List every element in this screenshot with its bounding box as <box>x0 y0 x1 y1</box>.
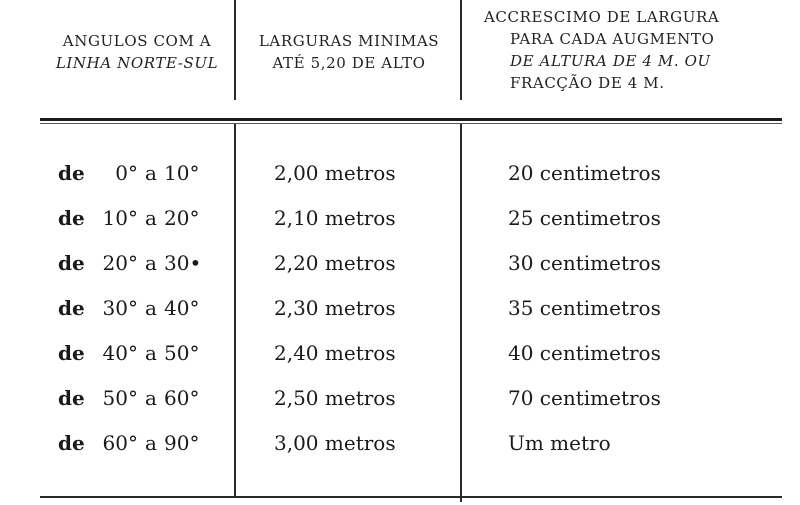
min-width-cell: 2,30 metros <box>274 296 396 320</box>
range-sep: a <box>145 296 157 320</box>
header-angles-line1: ANGULOS COM A <box>62 32 212 50</box>
angle-range-cell <box>58 331 208 376</box>
range-to: 40° <box>164 296 200 320</box>
header-increase-line2: PARA CADA AUGMENTO <box>510 30 715 48</box>
min-width-cell: 2,20 metros <box>274 251 396 275</box>
header-angles-line2: LINHA NORTE-SUL <box>55 54 219 72</box>
header-increase-line3: DE ALTURA DE 4 M. OU <box>510 52 711 70</box>
range-sep: a <box>145 161 157 185</box>
angle-range-cell <box>58 241 208 286</box>
header-rule <box>40 118 782 121</box>
increase-cell: 25 centimetros <box>508 206 661 230</box>
table-row <box>0 151 800 196</box>
min-width-cell: 2,40 metros <box>274 341 396 365</box>
column-divider-2-header <box>460 0 462 100</box>
range-prefix: de <box>58 206 85 230</box>
range-from: 20° <box>102 251 138 275</box>
range-to: 10° <box>164 161 200 185</box>
min-width-cell: 2,50 metros <box>274 386 396 410</box>
header-min-widths-line2: ATÉ 5,20 DE ALTO <box>272 54 426 72</box>
table-row <box>0 331 800 376</box>
angle-range-cell <box>58 421 208 466</box>
header-min-widths-line1: LARGURAS MINIMAS <box>258 32 440 50</box>
min-width-cell: 2,00 metros <box>274 161 396 185</box>
header-angles <box>40 30 234 74</box>
range-from: 60° <box>102 431 138 455</box>
range-sep: a <box>145 251 157 275</box>
range-to: 20° <box>164 206 200 230</box>
table-row <box>0 376 800 421</box>
header-increase-line1: ACCRESCIMO DE LARGURA <box>484 8 720 26</box>
range-to: 60° <box>164 386 200 410</box>
angle-range-cell <box>58 286 208 331</box>
range-to: 90° <box>164 431 200 455</box>
table-row <box>0 286 800 331</box>
table-row <box>0 196 800 241</box>
header-rule-fine <box>40 123 782 124</box>
increase-cell: Um metro <box>508 431 611 455</box>
increase-cell: 40 centimetros <box>508 341 661 365</box>
range-prefix: de <box>58 386 85 410</box>
range-sep: a <box>145 431 157 455</box>
increase-cell: 35 centimetros <box>508 296 661 320</box>
range-sep: a <box>145 341 157 365</box>
range-to: 50° <box>164 341 200 365</box>
range-from: 50° <box>102 386 138 410</box>
range-prefix: de <box>58 161 85 185</box>
angle-range-cell <box>58 196 208 241</box>
range-from: 30° <box>102 296 138 320</box>
header-width-increase <box>466 6 796 94</box>
range-prefix: de <box>58 251 85 275</box>
header-increase-line4: FRACÇÃO DE 4 M. <box>510 74 665 92</box>
range-prefix: de <box>58 296 85 320</box>
table-row <box>0 241 800 286</box>
bottom-rule <box>40 496 782 498</box>
range-sep: a <box>145 386 157 410</box>
min-width-cell: 2,10 metros <box>274 206 396 230</box>
range-from: 40° <box>102 341 138 365</box>
range-sep: a <box>145 206 157 230</box>
increase-cell: 30 centimetros <box>508 251 661 275</box>
range-to: 30• <box>164 251 202 275</box>
table-row <box>0 421 800 466</box>
min-width-cell: 3,00 metros <box>274 431 396 455</box>
range-from: 10° <box>102 206 138 230</box>
header-min-widths <box>238 30 460 74</box>
range-prefix: de <box>58 431 85 455</box>
increase-cell: 20 centimetros <box>508 161 661 185</box>
range-prefix: de <box>58 341 85 365</box>
range-from: 0° <box>115 161 138 185</box>
increase-cell: 70 centimetros <box>508 386 661 410</box>
column-divider-1-header <box>234 0 236 100</box>
angle-range-cell <box>58 151 208 196</box>
angle-range-cell <box>58 376 208 421</box>
